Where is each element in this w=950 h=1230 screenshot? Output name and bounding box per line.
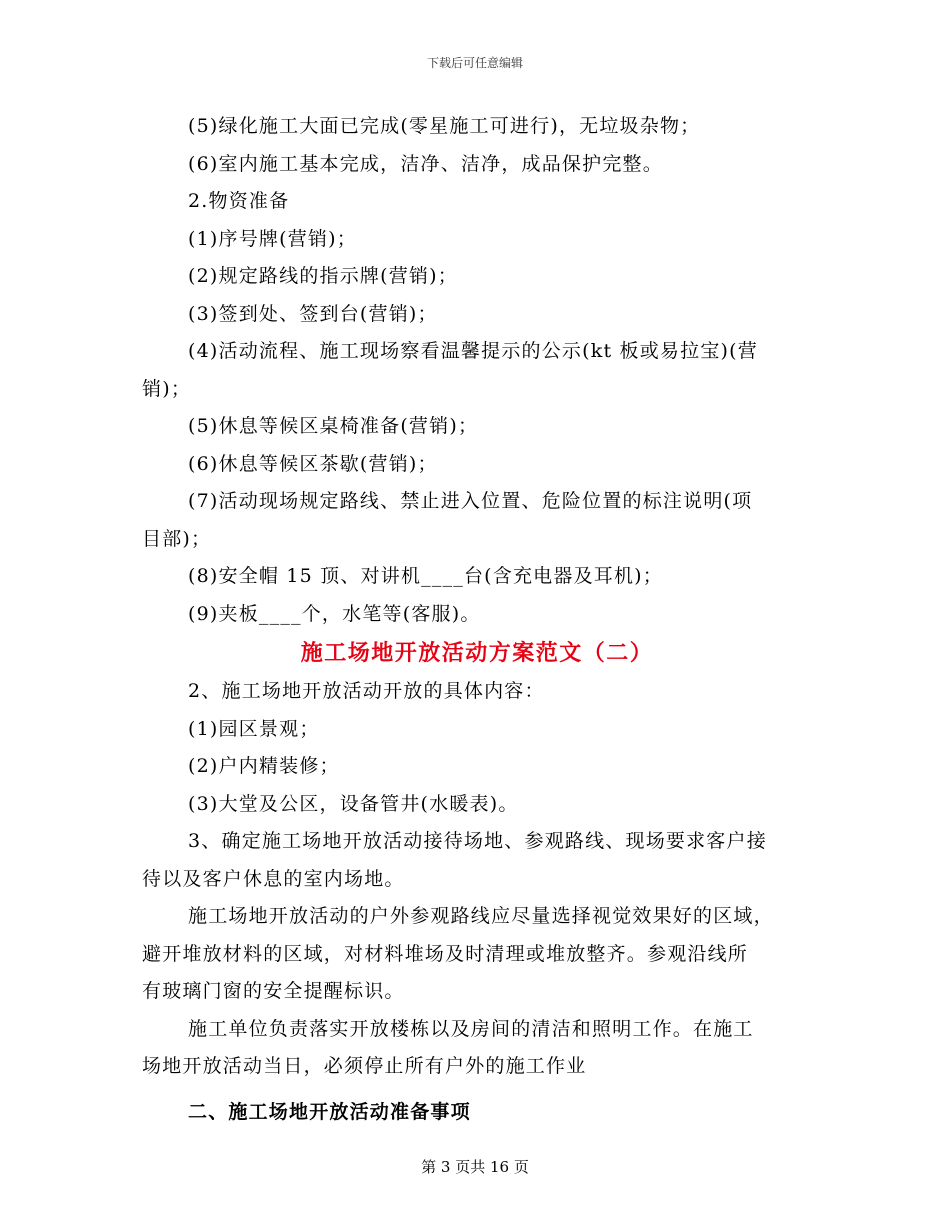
paragraph-line: 目部)； bbox=[142, 527, 212, 550]
paragraph-line: (6)室内施工基本完成，洁净、洁净，成品保护完整。 bbox=[188, 152, 663, 175]
paragraph-line: (1)序号牌(营销)； bbox=[188, 227, 357, 250]
paragraph-line: (2)户内精装修； bbox=[188, 755, 340, 777]
paragraph-line: 施工场地开放活动的户外参观路线应尽量选择视觉效果好的区域， bbox=[188, 905, 774, 927]
paragraph-line: (5)休息等候区桌椅准备(营销)； bbox=[188, 415, 479, 437]
paragraph-line: (3)签到处、签到台(营销)； bbox=[188, 302, 438, 325]
subheading: 二、施工场地开放活动准备事项 bbox=[188, 1100, 471, 1123]
document-body bbox=[142, 108, 812, 1131]
paragraph-line: 销)； bbox=[142, 377, 192, 400]
paragraph-line: 有玻璃门窗的安全提醒标识。 bbox=[142, 980, 405, 1002]
paragraph-line: (4)活动流程、施工现场察看温馨提示的公示(kt 板或易拉宝)(营 bbox=[188, 340, 758, 362]
paragraph-line: 场地开放活动当日，必须停止所有户外的施工作业 bbox=[142, 1055, 587, 1077]
page-footer: 第 3 页共 16 页 bbox=[421, 1158, 529, 1176]
page-header: 下载后可任意编辑 bbox=[426, 56, 523, 70]
paragraph-line: 3、确定施工场地开放活动接待场地、参观路线、现场要求客户接 bbox=[188, 830, 767, 852]
section-title: 施工场地开放活动方案范文（二） bbox=[300, 640, 654, 666]
paragraph-line: 2.物资准备 bbox=[188, 190, 290, 212]
paragraph-line: 施工单位负责落实开放楼栋以及房间的清洁和照明工作。在施工 bbox=[188, 1017, 754, 1040]
paragraph-line: (7)活动现场规定路线、禁止进入位置、危险位置的标注说明(项 bbox=[188, 490, 753, 512]
paragraph-line: 避开堆放材料的区域，对材料堆场及时清理或堆放整齐。参观沿线所 bbox=[142, 942, 749, 965]
paragraph-line: (9)夹板____个，水笔等(客服)。 bbox=[188, 602, 481, 625]
paragraph-line: 2、施工场地开放活动开放的具体内容： bbox=[188, 680, 545, 702]
paragraph-line: (1)园区景观； bbox=[188, 717, 320, 740]
paragraph-line: (6)休息等候区茶歇(营销)； bbox=[188, 452, 438, 475]
paragraph-line: (8)安全帽 15 顶、对讲机____台(含充电器及耳机)； bbox=[188, 565, 663, 587]
paragraph-line: 待以及客户休息的室内场地。 bbox=[142, 867, 405, 890]
paragraph-line: (2)规定路线的指示牌(营销)； bbox=[188, 265, 458, 287]
paragraph-line: (5)绿化施工大面已完成(零星施工可进行)，无垃圾杂物； bbox=[188, 115, 701, 137]
paragraph-line: (3)大堂及公区，设备管井(水暖表)。 bbox=[188, 792, 519, 815]
